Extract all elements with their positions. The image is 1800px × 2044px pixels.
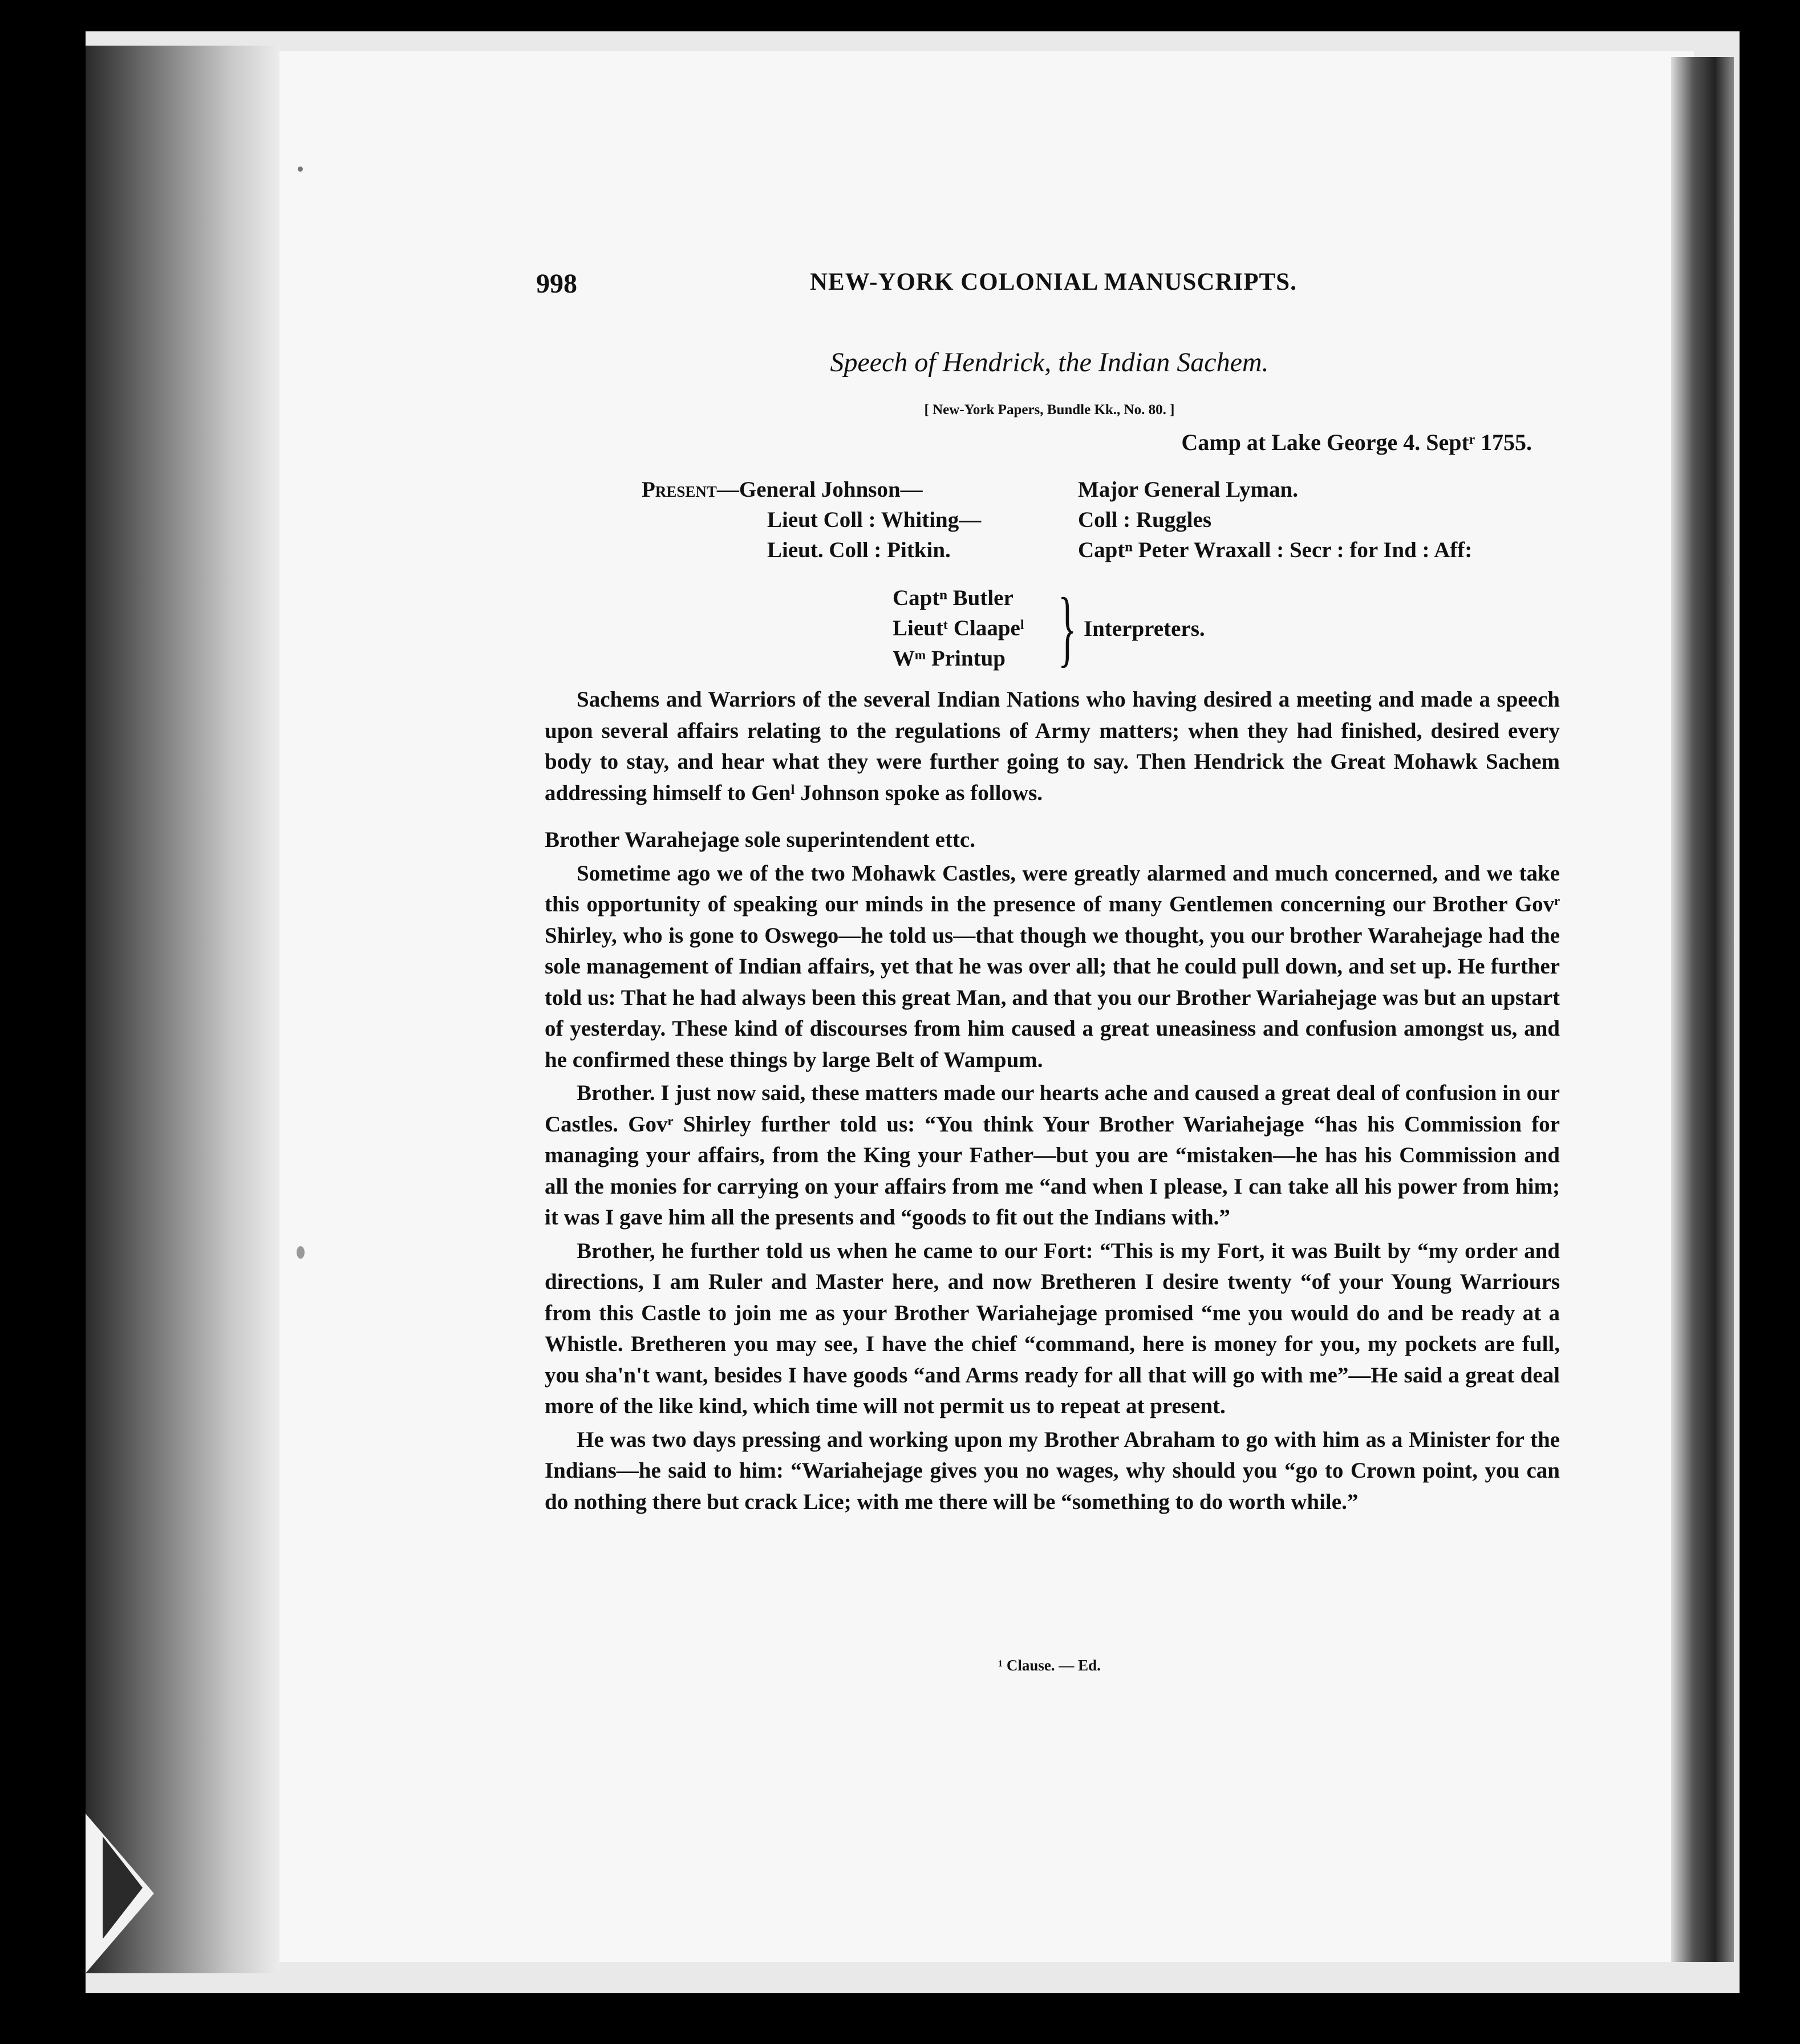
present-name: —General Johnson— bbox=[716, 477, 923, 502]
present-row bbox=[642, 474, 1075, 505]
present-name: Coll : Ruggles bbox=[1078, 508, 1211, 532]
interpreter-name: Wᵐ Printup bbox=[893, 646, 1006, 671]
interpreters-label: Interpreters. bbox=[1084, 617, 1205, 641]
present-name: Major General Lyman. bbox=[1078, 477, 1298, 502]
present-left-column bbox=[642, 474, 1075, 565]
salutation: Brother Warahejage sole superintendent ettc. bbox=[545, 828, 975, 852]
page-number: 998 bbox=[536, 269, 577, 299]
source-note: [ New-York Papers, Bundle Kk., No. 80. ] bbox=[924, 402, 1175, 417]
dateline: Camp at Lake George 4. Septʳ 1755. bbox=[1181, 429, 1532, 455]
paragraph-fort-speech: Brother, he further told us when he came to our Fort: “This is my Fort, it was Built by “my order and directions, I am Ruler and Master here, and now Bretheren I desire twenty “of your Young Warriours from this Castle to join me as your Brother Wariahejage promised “me you would do and be ready at a Whistle. Bretheren you may see, I have the chief “command, here is money for you, my pockets are full, you sha'n't want, besides I have goods “and Arms ready for all that will go with me”—He said a great deal more of the like kind, which time will not permit us to repeat at present. bbox=[545, 1238, 1560, 1418]
interpreter-name: Lieutᵗ Claapeˡ bbox=[893, 616, 1024, 640]
document-title: Speech of Hendrick, the Indian Sachem. bbox=[830, 347, 1269, 378]
paragraph-shirley-at-oswego: Sometime ago we of the two Mohawk Castles, were greatly alarmed and much concerned, and we take this opportunity of speaking our minds in the presence of many Gentlemen concerning our Brother Govʳ Shirley, who is gone to Oswego—he told us—that though we thought, you our brother Warahejage had the sole management of Indian affairs, yet that he was over all; that he could pull down, and set up. He further told us: That he had always been this great Man, and that you our Brother Wariahejage was but an upstart of yesterday. These kind of discourses from him caused a great uneasiness and confusion amongst us, and he confirmed these things by large Belt of Wampum. bbox=[545, 861, 1560, 1072]
present-name: Captⁿ Peter Wraxall : Secr : for Ind : Aff: bbox=[1078, 538, 1473, 562]
present-row bbox=[642, 505, 1075, 535]
brace-glyph: } bbox=[1058, 581, 1077, 675]
paragraph-intro: Sachems and Warriors of the several Indian Nations who having desired a meeting and made a speech upon several affairs relating to the regulations of Army matters; when they had finished, desired every body to stay, and hear what they were further going to say. Then Hendrick the Great Mohawk Sachem addressing himself to Genˡ Johnson spoke as follows. bbox=[545, 687, 1560, 805]
footnote: ¹ Clause. — Ed. bbox=[998, 1657, 1101, 1674]
present-row bbox=[642, 535, 1075, 565]
interpreter-names bbox=[893, 583, 1081, 674]
paragraph-abraham: He was two days pressing and working upon my Brother Abraham to go with him as a Minister for the Indians—he said to him: “Wariahejage gives you no wages, why should you “go to Crown point, you can do nothing there but crack Lice; with me there will be “something to do worth while.” bbox=[545, 1427, 1560, 1514]
present-label: Present bbox=[642, 477, 717, 502]
paragraph-shirley-commission: Brother. I just now said, these matters made our hearts ache and caused a great deal of confusion in our Castles. Govʳ Shirley further told us: “You think Your Brother Wariahejage “has his Commission for managing your affairs, from the King your Father—but you are “mistaken—he has his Commission and all the monies for carrying on your affairs from me “and when I please, I can take all his power from him; it was I gave him all the presents and “goods to fit out the Indians with.” bbox=[545, 1081, 1560, 1230]
page-edge-shadow bbox=[86, 46, 279, 1973]
page-header bbox=[536, 268, 1563, 314]
page-fold-shadow bbox=[103, 1836, 143, 1939]
interpreter-name: Captⁿ Butler bbox=[893, 586, 1013, 610]
speck bbox=[298, 167, 303, 172]
speck bbox=[297, 1246, 305, 1259]
present-name: Lieut. Coll : Pitkin. bbox=[767, 538, 951, 562]
present-name: Lieut Coll : Whiting— bbox=[767, 508, 982, 532]
document-body bbox=[545, 684, 1560, 1520]
page-edge-right bbox=[1671, 57, 1734, 1962]
present-right-column bbox=[1078, 474, 1591, 565]
running-title: NEW-YORK COLONIAL MANUSCRIPTS. bbox=[810, 269, 1297, 295]
